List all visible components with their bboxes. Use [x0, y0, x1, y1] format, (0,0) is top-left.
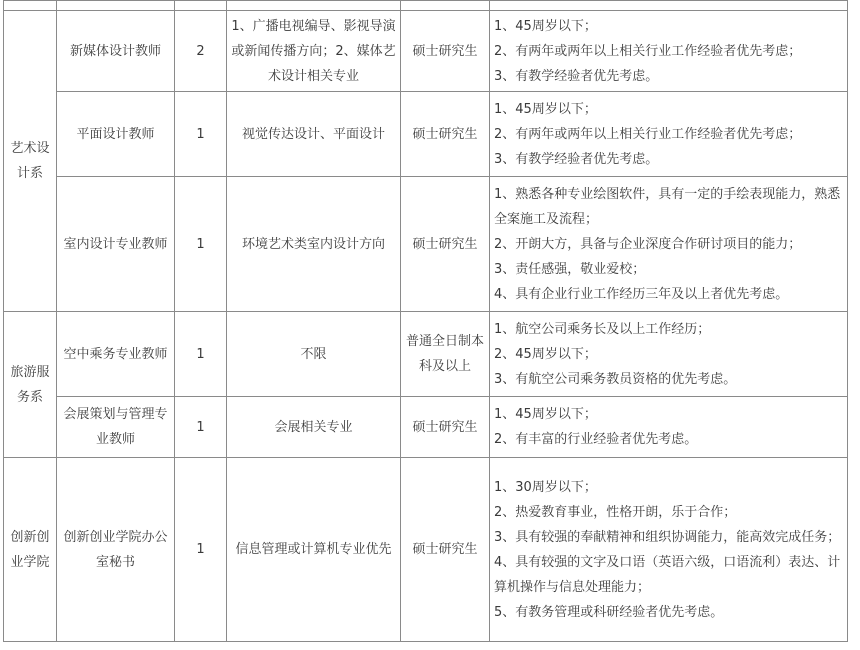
table-row	[4, 177, 848, 312]
hire-count: 1	[196, 236, 205, 252]
requirement-line: 3、有教学经验者优先考虑。	[494, 68, 659, 84]
education-text: 硕士研究生	[412, 236, 478, 252]
hire-count: 1	[196, 542, 205, 557]
position-cell	[57, 92, 175, 177]
count-cell	[175, 458, 227, 642]
education-text: 硕士研究生	[412, 542, 478, 557]
education-cell	[401, 458, 490, 642]
requirement-line: 2、开朗大方，具备与企业深度合作研讨项目的能力；	[494, 236, 802, 252]
table-row	[4, 92, 848, 177]
major-text: 信息管理或计算机专业优先	[235, 542, 392, 557]
requirements-cell	[490, 458, 848, 642]
table-cell	[57, 1, 175, 11]
major-text: 环境艺术类室内设计方向	[241, 236, 385, 252]
position-name: 空中乘务专业教师	[63, 346, 168, 362]
education-text: 普通全日制本科及以上	[405, 334, 484, 374]
education-cell	[401, 177, 490, 312]
count-cell	[175, 11, 227, 92]
hire-count: 2	[196, 43, 205, 59]
requirement-line: 5、有教务管理或科研经验者优先考虑。	[494, 604, 724, 620]
major-text: 不限	[300, 346, 327, 362]
department-cell	[4, 458, 57, 642]
requirement-line: 3、具有较强的奉献精神和组织协调能力，能高效完成任务；	[494, 529, 841, 545]
major-cell	[227, 458, 401, 642]
count-cell	[175, 312, 227, 397]
position-cell	[57, 312, 175, 397]
requirement-line: 1、45周岁以下；	[494, 101, 597, 117]
major-cell	[227, 312, 401, 397]
position-name: 创新创业学院办公室秘书	[63, 529, 168, 570]
table-row	[4, 312, 848, 397]
requirement-line: 1、45周岁以下；	[494, 18, 597, 34]
education-cell	[401, 92, 490, 177]
department-name: 旅游服务系	[10, 364, 50, 405]
position-name: 新媒体设计教师	[69, 43, 161, 59]
position-name: 室内设计专业教师	[63, 236, 168, 252]
major-text: 视觉传达设计、平面设计	[241, 126, 385, 142]
education-text: 硕士研究生	[412, 126, 478, 142]
requirement-line: 3、有教学经验者优先考虑。	[494, 151, 659, 167]
education-text: 硕士研究生	[412, 419, 478, 435]
position-name: 平面设计教师	[76, 126, 155, 142]
education-cell	[401, 11, 490, 92]
count-cell	[175, 397, 227, 458]
position-cell	[57, 458, 175, 642]
requirement-line: 2、45周岁以下；	[494, 346, 597, 362]
position-name: 会展策划与管理专业教师	[63, 407, 168, 447]
count-cell	[175, 92, 227, 177]
requirements-cell	[490, 397, 848, 458]
requirement-line: 4、具有较强的文字及口语（英语六级，口语流利）表达、计算机操作与信息处理能力；	[494, 554, 841, 595]
department-name: 艺术设计系	[10, 141, 50, 181]
education-cell	[401, 397, 490, 458]
requirements-cell	[490, 177, 848, 312]
major-cell	[227, 177, 401, 312]
requirement-line: 4、具有企业行业工作经历三年及以上者优先考虑。	[494, 286, 789, 302]
requirement-line: 2、有丰富的行业经验者优先考虑。	[494, 432, 698, 447]
education-cell	[401, 312, 490, 397]
requirement-line: 3、责任感强，敬业爱校；	[494, 261, 646, 277]
requirement-line: 2、有两年或两年以上相关行业工作经验者优先考虑；	[494, 43, 802, 59]
department-name: 创新创业学院	[10, 529, 50, 570]
recruitment-table	[3, 0, 848, 642]
position-cell	[57, 177, 175, 312]
table-cell	[490, 1, 848, 11]
table-cell	[4, 1, 57, 11]
major-cell	[227, 92, 401, 177]
major-cell	[227, 397, 401, 458]
hire-count: 1	[196, 346, 205, 362]
hire-count: 1	[196, 419, 205, 435]
requirement-line: 2、热爱教育事业，性格开朗，乐于合作；	[494, 504, 737, 520]
major-text: 1、广播电视编导、影视导演或新闻传播方向；2、媒体艺术设计相关专业	[231, 18, 396, 84]
table-row	[4, 1, 848, 11]
table-row	[4, 11, 848, 92]
major-text: 会展相关专业	[274, 419, 353, 435]
requirements-cell	[490, 312, 848, 397]
requirement-line: 2、有两年或两年以上相关行业工作经验者优先考虑；	[494, 126, 802, 142]
requirements-cell	[490, 11, 848, 92]
table-cell	[175, 1, 227, 11]
count-cell	[175, 177, 227, 312]
requirement-line: 1、30周岁以下；	[494, 479, 597, 495]
hire-count: 1	[196, 126, 205, 142]
education-text: 硕士研究生	[412, 43, 478, 59]
table-row	[4, 458, 848, 642]
table-cell	[227, 1, 401, 11]
requirements-cell	[490, 92, 848, 177]
requirement-line: 1、熟悉各种专业绘图软件，具有一定的手绘表现能力，熟悉全案施工及流程；	[494, 186, 841, 227]
position-cell	[57, 397, 175, 458]
department-cell	[4, 11, 57, 312]
requirement-line: 1、航空公司乘务长及以上工作经历；	[494, 321, 711, 337]
major-cell	[227, 11, 401, 92]
department-cell	[4, 312, 57, 458]
requirement-line: 1、45周岁以下；	[494, 407, 597, 422]
table-cell	[401, 1, 490, 11]
requirement-line: 3、有航空公司乘务教员资格的优先考虑。	[494, 371, 737, 387]
position-cell	[57, 11, 175, 92]
table-row	[4, 397, 848, 458]
